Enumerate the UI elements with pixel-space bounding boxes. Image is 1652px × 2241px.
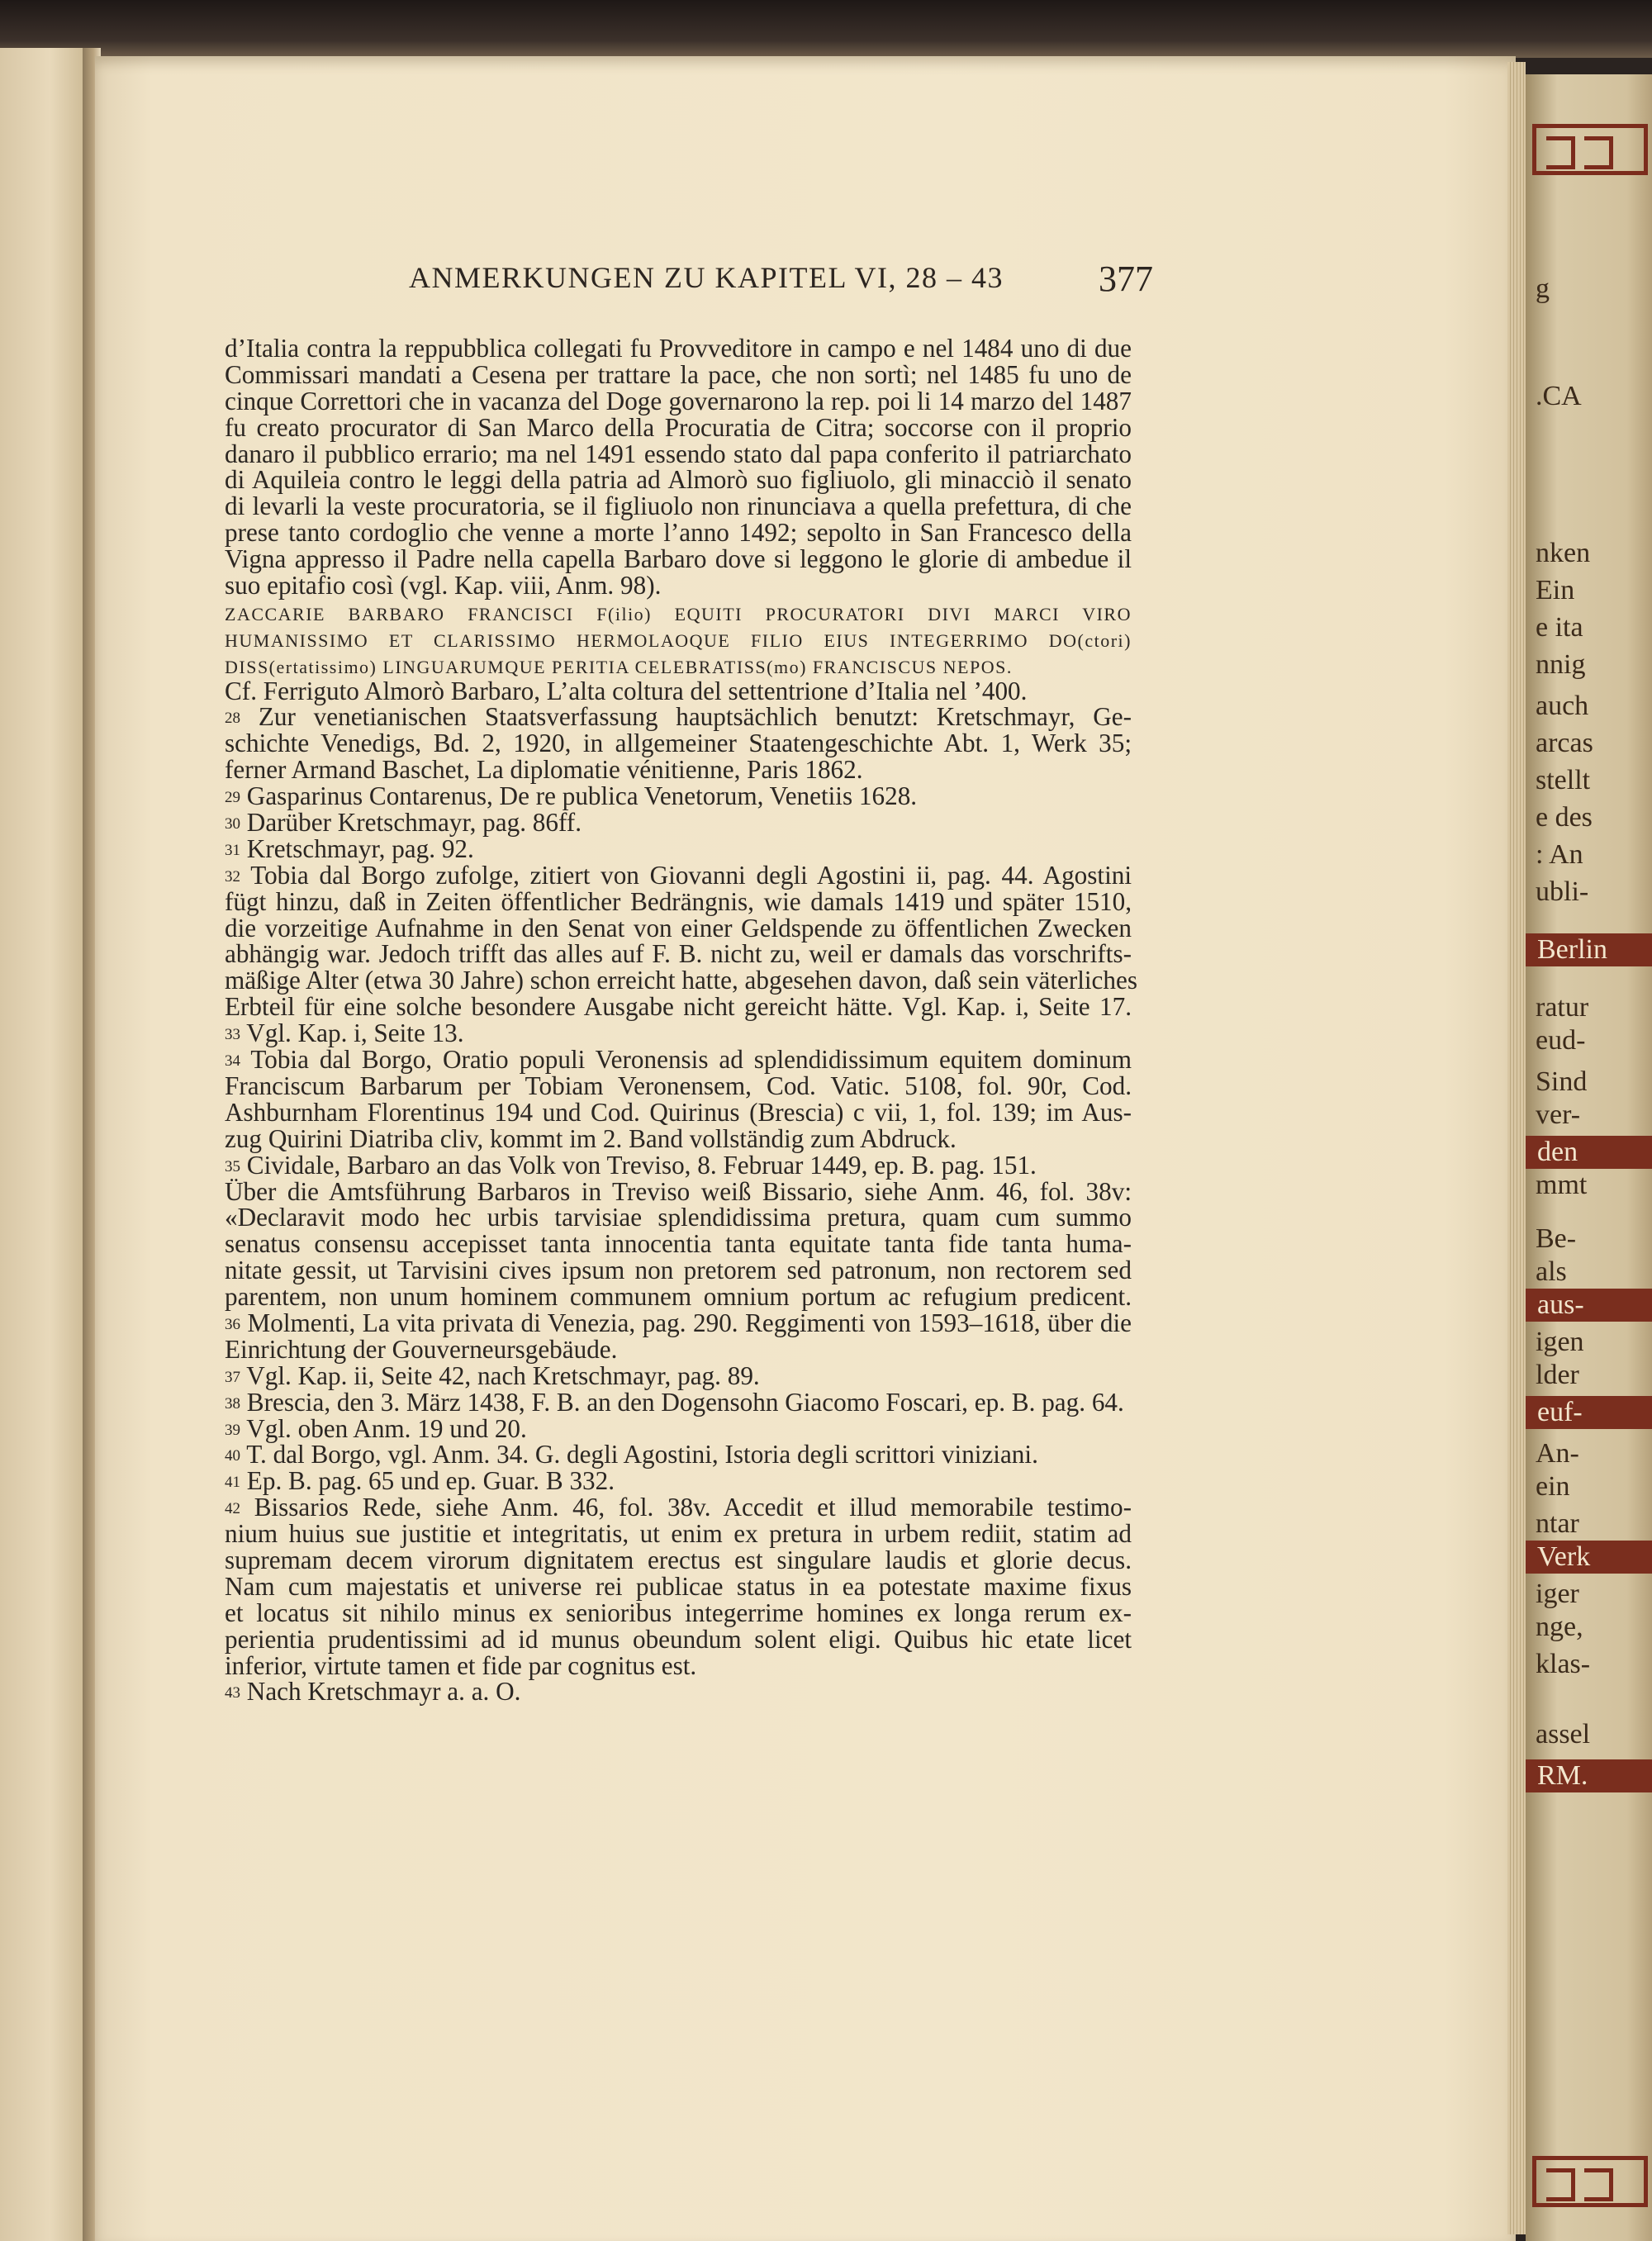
- text-line: [225, 1521, 1132, 1547]
- line-text: perientia prudentissimi ad id munus obeundum solent eligi. Quibus hic etate licet: [225, 1624, 1132, 1654]
- jacket-text-fragment: Verk: [1526, 1541, 1652, 1574]
- text-line: [225, 388, 1132, 415]
- jacket-text-fragment: euf-: [1526, 1396, 1652, 1429]
- line-text: di Aquileia contro le leggi della patria ad Almorò suo figliuolo, gli minacciò il senato: [225, 465, 1132, 495]
- line-text: suo epitafio così (vgl. Kap. viii, Anm. 98).: [225, 571, 662, 601]
- line-text: Nach Kretschmayr a. a. O.: [246, 1677, 521, 1707]
- footnote-number: 37: [225, 1368, 240, 1386]
- line-text: nitate gessit, ut Tarvisini cives ipsum non pretorem sed patronum, non rectorem sed: [225, 1256, 1132, 1285]
- line-text: Franciscum Barbarum per Tobiam Veronensem, Cod. Vatic. 5108, fol. 90r, Cod.: [225, 1071, 1132, 1100]
- text-line: [225, 546, 1132, 572]
- jacket-text-fragment: : An: [1536, 839, 1583, 870]
- line-text: die vorzeitige Aufnahme in den Senat von einer Geldspende zu öffentlichen Zwecken: [225, 913, 1132, 942]
- line-text: Brescia, den 3. März 1438, F. B. an den Dogensohn Giacomo Foscari, ep. B. pag. 64.: [246, 1387, 1124, 1417]
- footnote-number: 31: [225, 841, 240, 859]
- text-line: [225, 359, 1132, 389]
- line-text: fügt hinzu, daß in Zeiten öffentlicher Bedrängnis, wie damals 1419 und später 1510,: [225, 886, 1132, 916]
- line-text: Vgl. oben Anm. 19 und 20.: [246, 1413, 527, 1443]
- footnote-number: 38: [225, 1394, 240, 1412]
- text-line: [225, 678, 1132, 705]
- line-text: Darüber Kretschmayr, pag. 86ff.: [246, 808, 582, 838]
- text-line: [225, 1600, 1132, 1626]
- jacket-text-fragment: mmt: [1536, 1170, 1588, 1200]
- text-line: [225, 625, 1132, 652]
- footnote-number: 42: [225, 1500, 240, 1518]
- text-line: [225, 1176, 1132, 1206]
- jacket-text-fragment: nnig: [1536, 649, 1586, 680]
- jacket-text-fragment: nken: [1536, 538, 1591, 568]
- jacket-text-fragment: iger: [1536, 1579, 1579, 1609]
- line-text: Vigna appresso il Padre nella capella Barbaro dove si leggono le glorie di ambedue il: [225, 544, 1132, 574]
- text-line: [225, 467, 1132, 493]
- line-text: Commissari mandati a Cesena per trattare la pace, che non sortì; nel 1485 fu uno de: [225, 359, 1132, 389]
- footnote-line: [225, 833, 1132, 863]
- page-number: 377: [1099, 259, 1153, 299]
- line-text: fu creato procurator di San Marco della Procuratia de Citra; soccorse con il proprio: [225, 412, 1132, 442]
- line-text: Einrichtung der Gouverneursgebäude.: [225, 1334, 618, 1364]
- jacket-text-fragment: g: [1536, 273, 1550, 304]
- line-text: Erbteil für eine solche besondere Ausgabe nicht gereicht hätte. Vgl. Kap. i, Seite 17.: [225, 992, 1132, 1022]
- line-text: parentem, non unum hominem communem omnium portum ac refugium predicent.: [225, 1282, 1132, 1312]
- line-text: Molmenti, La vita privata di Venezia, pag. 290. Reggimenti von 1593–1618, über die: [247, 1308, 1132, 1337]
- line-text: Zur venetianischen Staatsverfassung hauptsächlich benutzt: Kretschmayr, Ge-: [258, 702, 1132, 732]
- jacket-text-fragment: e des: [1536, 802, 1593, 833]
- jacket-text-fragment: assel: [1536, 1719, 1591, 1750]
- page-edges: [1507, 62, 1526, 2234]
- text-line: [225, 1571, 1132, 1601]
- footnote-number: 43: [225, 1684, 240, 1702]
- text-line: [225, 1257, 1132, 1284]
- footnote-number: 41: [225, 1474, 240, 1492]
- text-line: [225, 652, 1132, 678]
- text-line: [225, 1204, 1132, 1231]
- jacket-text-fragment: ntar: [1536, 1508, 1579, 1539]
- line-text: abhängig war. Jedoch trifft das alles auf F. B. nicht zu, weil er damals das vorschrifts-: [225, 939, 1132, 969]
- footnote-line: [225, 1047, 1132, 1073]
- background-top: [0, 0, 1652, 58]
- footnote-number: 30: [225, 815, 240, 833]
- meander-ornament-icon: [1532, 2156, 1648, 2207]
- footnote-number: 36: [225, 1315, 240, 1333]
- footnote-line: [225, 1020, 1132, 1047]
- jacket-text-fragment: auch: [1536, 691, 1589, 721]
- footnote-number: 40: [225, 1447, 240, 1465]
- footnote-line: [225, 1360, 1132, 1390]
- text-line: [225, 1099, 1132, 1126]
- text-line: [225, 1073, 1132, 1099]
- line-text: Cividale, Barbaro an das Volk von Treviso, 8. Februar 1449, ep. B. pag. 151.: [246, 1150, 1037, 1180]
- text-line: [225, 886, 1132, 916]
- text-line: [225, 966, 1137, 995]
- footnote-number: 32: [225, 867, 240, 885]
- jacket-text-fragment: eud-: [1536, 1025, 1586, 1056]
- jacket-text-fragment: Be-: [1536, 1223, 1577, 1254]
- line-text: Cf. Ferriguto Almorò Barbaro, L’alta coltura del settentrione d’Italia nel ’400.: [225, 676, 1028, 705]
- line-text: et locatus sit nihilo minus ex senioribus integerrime homines ex longa rerum ex-: [225, 1598, 1132, 1627]
- running-header: ANMERKUNGEN ZU KAPITEL VI, 28 – 43: [409, 261, 1004, 294]
- jacket-text-fragment: Sind: [1536, 1066, 1588, 1097]
- text-line: [225, 335, 1132, 362]
- jacket-text-fragment: den: [1526, 1136, 1652, 1169]
- text-line: [225, 994, 1132, 1020]
- line-text: prese tanto cordoglio che venne a morte l’anno 1492; sepolto in San Francesco della: [225, 518, 1132, 548]
- line-text: supremam decem virorum dignitatem erectus est singulare laudis et glorie decus.: [225, 1545, 1132, 1574]
- footnote-line: [225, 1389, 1132, 1416]
- line-text: ferner Armand Baschet, La diplomatie vénitienne, Paris 1862.: [225, 755, 863, 785]
- line-text: Nam cum majestatis et universe rei publicae status in ea potestate maxime fixus: [225, 1571, 1132, 1601]
- line-text: Bissarios Rede, siehe Anm. 46, fol. 38v. Accedit et illud memorabile testimo-: [254, 1493, 1132, 1522]
- line-text: T. dal Borgo, vgl. Anm. 34. G. degli Agostini, Istoria degli scrittori viniziani.: [246, 1440, 1038, 1469]
- jacket-text-fragment: stellt: [1536, 765, 1591, 795]
- text-line: [225, 1284, 1132, 1310]
- line-text: Ep. B. pag. 65 und ep. Guar. B 332.: [246, 1466, 615, 1496]
- line-text: Über die Amtsführung Barbaros in Treviso weiß Bissario, siehe Anm. 46, fol. 38v:: [225, 1176, 1132, 1206]
- footnote-line: [225, 1310, 1132, 1337]
- footnote-line: [225, 1468, 1132, 1494]
- footnote-line: [225, 1678, 1132, 1705]
- footnote-line: [225, 862, 1132, 889]
- footnote-line: [225, 1152, 1132, 1179]
- line-text: Tobia dal Borgo, Oratio populi Veronensis ad splendidissimum equitem dominum: [250, 1045, 1132, 1075]
- line-text: Ashburnham Florentinus 194 und Cod. Quirinus (Brescia) c vii, 1, fol. 139; im Aus-: [225, 1097, 1132, 1127]
- jacket-text-fragment: ver-: [1536, 1099, 1581, 1130]
- jacket-text-fragment: Ein: [1536, 575, 1575, 605]
- text-line: [225, 493, 1132, 520]
- line-text: Gasparinus Contarenus, De re publica Venetorum, Venetiis 1628.: [246, 781, 918, 811]
- jacket-text-fragment: ratur: [1536, 992, 1589, 1023]
- text-line: [225, 757, 1132, 783]
- line-text: HUMANISSIMO ET CLARISSIMO HERMOLAOQUE FILIO EIUS INTEGERRIMO DO(ctori): [225, 629, 1132, 651]
- text-line: [225, 941, 1132, 967]
- text-line: [225, 412, 1132, 442]
- footnote-line: [225, 1441, 1132, 1468]
- footnote-number: 29: [225, 789, 240, 807]
- text-line: [225, 1334, 1132, 1364]
- line-text: ZACCARIE BARBARO FRANCISCI F(ilio) EQUITI PROCURATORI DIVI MARCI VIRO: [225, 603, 1132, 624]
- line-text: inferior, virtute tamen et fide par cognitus est.: [225, 1650, 697, 1680]
- jacket-text-fragment: nge,: [1536, 1612, 1583, 1642]
- footnote-number: 33: [225, 1026, 240, 1044]
- line-text: danaro il pubblico errario; ma nel 1491 essendo stato dal papa conferito il patriarchato: [225, 439, 1132, 468]
- line-text: d’Italia contra la reppubblica collegati fu Provveditore in campo e nel 1484 uno di due: [225, 334, 1132, 363]
- jacket-text-fragment: Berlin: [1526, 933, 1652, 966]
- jacket-text-fragment: klas-: [1536, 1649, 1591, 1679]
- footnote-line: [225, 810, 1132, 836]
- line-text: nium huius sue justitie et integritatis, ut enim ex pretura in urbem rediit, statim ad: [225, 1519, 1132, 1549]
- line-text: mäßige Alter (etwa 30 Jahre) schon erreicht hatte, abgesehen davon, daß sein väterliches: [225, 966, 1137, 995]
- dust-jacket-edge: [1526, 74, 1652, 2241]
- line-text: di levarli la veste procuratoria, se il figliuolo non rinunciava a quella prefettura, di che: [225, 491, 1132, 521]
- line-text: Tobia dal Borgo zufolge, zitiert von Giovanni degli Agostini ii, pag. 44. Agostini: [250, 860, 1132, 890]
- line-text: cinque Correttori che in vacanza del Doge governarono la rep. poi li 14 marzo del 1487: [225, 386, 1132, 415]
- footnote-number: 34: [225, 1052, 240, 1071]
- text-line: [225, 730, 1132, 757]
- footnote-line: [225, 1413, 1132, 1443]
- jacket-text-fragment: ein: [1536, 1471, 1570, 1502]
- line-text: Kretschmayr, pag. 92.: [246, 833, 474, 863]
- meander-ornament-icon: [1532, 124, 1648, 175]
- text-line: [225, 572, 1132, 599]
- text-line: [225, 915, 1132, 942]
- line-text: Vgl. Kap. i, Seite 13.: [246, 1018, 464, 1048]
- text-line: [225, 441, 1132, 468]
- text-line: [225, 1547, 1132, 1574]
- footnote-line: [225, 783, 1132, 810]
- jacket-text-fragment: als: [1536, 1256, 1567, 1287]
- jacket-text-fragment: igen: [1536, 1327, 1584, 1357]
- footnote-line: [225, 704, 1132, 730]
- jacket-text-fragment: An-: [1536, 1438, 1579, 1469]
- footnote-line: [225, 1494, 1132, 1521]
- line-text: zug Quirini Diatriba cliv, kommt im 2. Band vollständig zum Abdruck.: [225, 1123, 957, 1153]
- footnotes-body: [225, 334, 1137, 1707]
- line-text: senatus consensu accepisset tanta innocentia tanta equitate tanta fide tanta huma-: [225, 1229, 1132, 1259]
- line-text: Vgl. Kap. ii, Seite 42, nach Kretschmayr, pag. 89.: [246, 1360, 760, 1390]
- line-text: schichte Venedigs, Bd. 2, 1920, in allgemeiner Staatengeschichte Abt. 1, Werk 35;: [225, 729, 1132, 758]
- left-page-edge: [0, 48, 91, 2241]
- jacket-text-fragment: e ita: [1536, 612, 1583, 643]
- text-line: [225, 520, 1132, 546]
- text-line: [225, 1231, 1132, 1257]
- jacket-text-fragment: .CA: [1536, 381, 1582, 411]
- jacket-text-fragment: RM.: [1526, 1759, 1652, 1792]
- text-line: [225, 1626, 1132, 1653]
- line-text: «Declaravit modo hec urbis tarvisiae splendidissima pretura, quam cum summo: [225, 1203, 1132, 1232]
- text-line: [225, 1650, 1132, 1680]
- footnote-number: 28: [225, 710, 240, 728]
- line-text: DISS(ertatissimo) LINGUARUMQUE PERITIA CELEBRATISS(mo) FRANCISCUS NEPOS.: [225, 656, 1013, 677]
- footnote-number: 35: [225, 1157, 240, 1175]
- jacket-text-fragment: lder: [1536, 1360, 1579, 1390]
- footnote-number: 39: [225, 1421, 240, 1439]
- jacket-text-fragment: ubli-: [1536, 876, 1589, 907]
- text-line: [225, 1123, 1132, 1153]
- text-line: [225, 599, 1132, 625]
- jacket-text-fragment: aus-: [1526, 1289, 1652, 1322]
- jacket-text-fragment: arcas: [1536, 728, 1593, 758]
